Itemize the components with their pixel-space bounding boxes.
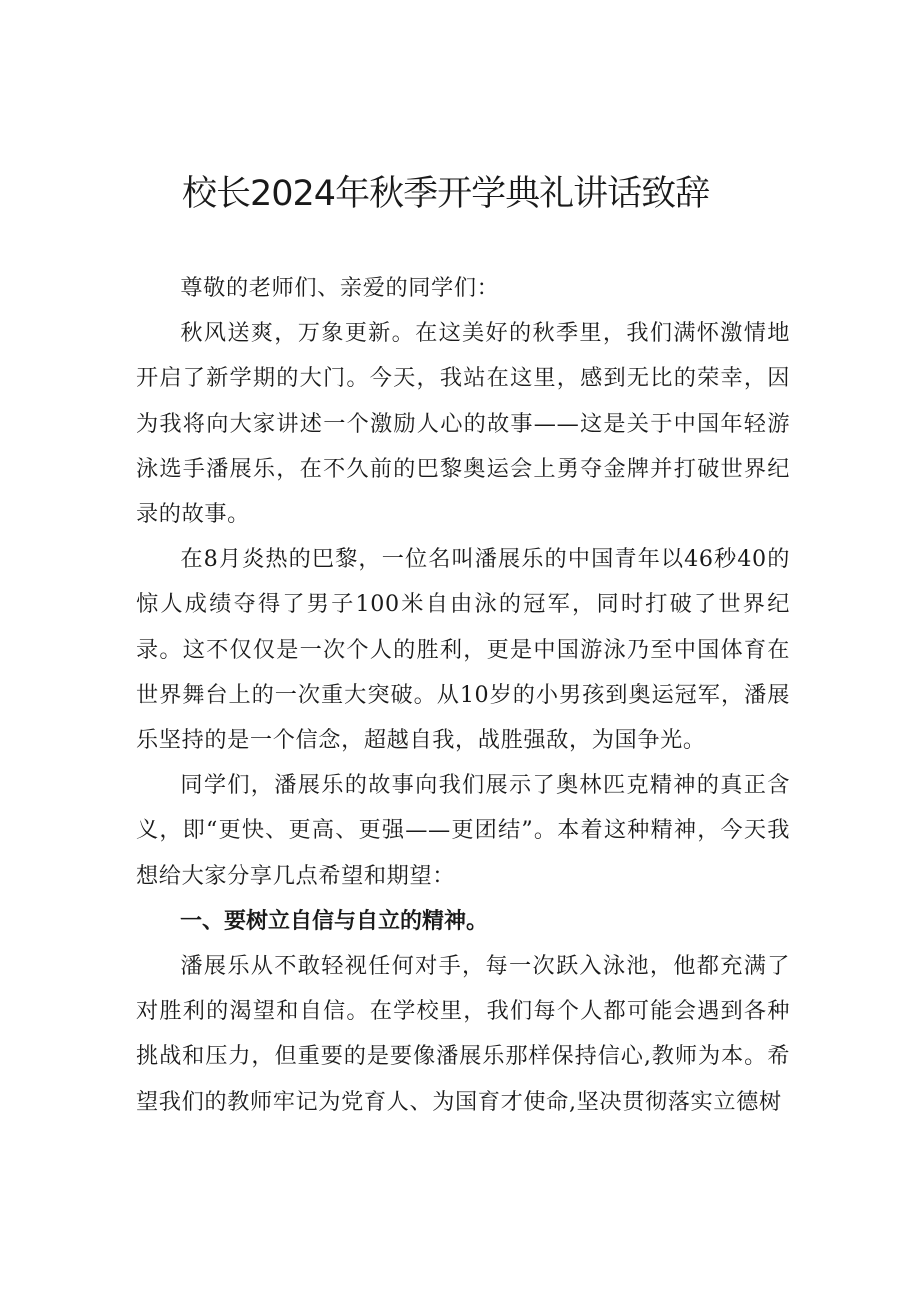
paragraph-paris: 在8月炎热的巴黎，一位名叫潘展乐的中国青年以46秒40的惊人成绩夺得了男子100米自由泳的冠军，同时打破了世界纪录。这不仅仅是一次个人的胜利，更是中国游泳乃至中国体育在世界舞台上的一次重大突破。从10岁的小男孩到奥运冠军，潘展乐坚持的是一个信念，超越自我，战胜强敌，为国争光。 (136, 546, 790, 754)
paragraph-olympic-spirit: 同学们，潘展乐的故事向我们展示了奥林匹克精神的真正含义，即“更快、更高、更强——更团结”。本着这种精神，今天我想给大家分享几点希望和期望： (136, 772, 790, 889)
document-title: 校长2024年秋季开学典礼讲话致辞 (182, 174, 710, 214)
paragraph-confidence: 潘展乐从不敢轻视任何对手，每一次跃入泳池，他都充满了对胜利的渴望和自信。在学校里，我们每个人都可能会遇到各种挑战和压力，但重要的是要像潘展乐那样保持信心,教师为本。希望我们的教师牢记为党育人、为国育才使命,坚决贯彻落实立德树 (136, 953, 790, 1115)
salutation: 尊敬的老师们、亲爱的同学们： (180, 275, 500, 301)
paragraph-intro: 秋风送爽，万象更新。在这美好的秋季里，我们满怀激情地开启了新学期的大门。今天，我站在这里，感到无比的荣幸，因为我将向大家讲述一个激励人心的故事——这是关于中国年轻游泳选手潘展乐，在不久前的巴黎奥运会上勇夺金牌并打破世界纪录的故事。 (136, 320, 790, 528)
section-heading: 一、要树立自信与自立的精神。 (180, 908, 489, 934)
document-body (136, 266, 790, 1125)
